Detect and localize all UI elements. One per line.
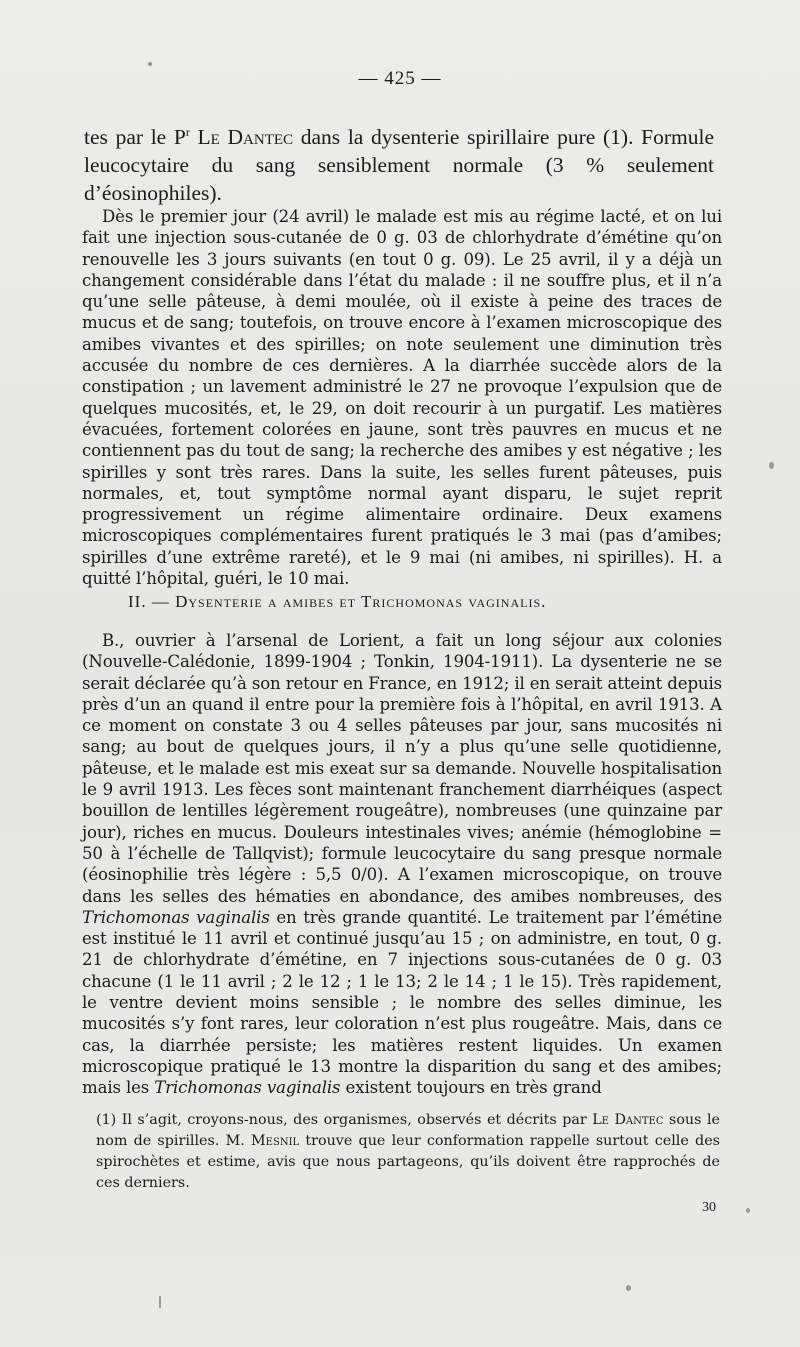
species-name-2: Trichomonas vaginalis xyxy=(154,1078,341,1098)
footnote-name-1: Le Dantec xyxy=(592,1112,664,1128)
footnote xyxy=(96,1110,720,1194)
print-speck xyxy=(148,62,152,66)
print-speck xyxy=(746,1208,750,1213)
case-text-a: B., ouvrier à l’arsenal de Lorient, a fait un long séjour aux colonies (Nouvelle-Calédonie, 1899-1904 ; Tonkin, 1904-1911). La dysenterie ne se serait déclarée qu’à son retour en France, en 1912; il en serait atteint depuis près d’un an quand il entre pour la première fois à l’hôpital, en avril 1913. A ce moment on constate 3 ou 4 selles pâteuses par jour, sans mucosités ni sang; au bout de quelques jours, il n’y a plus qu’une selle quotidienne, pâteuse, et le malade est mis exeat sur sa demande. Nouvelle hospitalisation le 9 avril 1913. Les fèces sont maintenant franchement diarrhéiques (aspect bouillon de lentilles légèrement rougeâtre), nombreuses (une quinzaine par jour), riches en mucus. Douleurs intestinales vives; anémie (hémoglobine = 50 à l’échelle de Tallqvist); formule leucocytaire du sang presque normale (éosinophilie très légère : 5,5 0/0). A l’examen microscopique, on trouve dans les selles des hématies en abondance, des amibes nombreuses, des xyxy=(82,631,722,906)
intro-superscript: r xyxy=(185,125,190,139)
author-name: Le Dantec xyxy=(197,125,294,150)
footnote-text-b: sous le nom de spirilles. M. xyxy=(96,1112,720,1149)
print-speck xyxy=(159,1296,161,1308)
print-speck xyxy=(769,462,774,469)
intro-paragraph xyxy=(84,118,714,207)
signature-mark: 30 xyxy=(702,1200,716,1215)
paragraph-treatment: Dès le premier jour (24 avril) le malade est mis au régime lacté, et on lui fait une injection sous-cutanée de 0 g. 03 de chlorhydrate d’émétine qu’on renouvelle les 3 jours suivants (en tout 0 g. 09). Le 25 avril, il y a déjà un changement considérable dans l’état du malade : il ne souffre plus, et il n’a qu’une selle pâteuse, à demi moulée, où il existe à peine des traces de mucus et de sang; toutefois, on trouve encore à l’examen microscopique des amibes vivantes et des spirilles; on note seulement une diminution très accusée du nombre de ces dernières. A la diarrhée succède alors de la constipation ; un lavement administré le 27 ne provoque l’expulsion que de quelques mucosités, et, le 29, on doit recourir à un purgatif. Les matières évacuées, fortement colorées en jaune, sont très pauvres en mucus et ne contiennent pas du tout de sang; la recherche des amibes y est négative ; les spirilles y sont très rares. Dans la suite, les selles furent pâteuses, puis normales, et, tout symptôme normal ayant disparu, le sujet reprit progressivement un régime alimentaire ordinaire. Deux examens microscopiques complémentaires furent pratiqués le 3 mai (pas d’amibes; spirilles d’une extrême rareté), et le 9 mai (ni amibes, ni spirilles). H. a quitté l’hôpital, guéri, le 10 mai. xyxy=(82,207,722,589)
footnote-text-a: (1) Il s’agit, croyons-nous, des organismes, observés et décrits par xyxy=(96,1112,593,1128)
footnote-text-c: trouve que leur conformation rappelle surtout celle des spirochètes et estime, avis que nous partageons, qu’ils doivent être rapprochés de ces derniers. xyxy=(96,1133,720,1191)
page-number: — 425 — xyxy=(358,68,442,89)
intro-text-start: tes par le P xyxy=(84,125,186,150)
case-text-b: en très grande quantité. Le traitement par l’émétine est institué le 11 avril et continué jusqu’au 15 ; on administre, en tout, 0 g. 21 de chlorhydrate d’émétine, en 7 injections sous-cutanées de 0 g. 03 chacune (1 le 11 avril ; 2 le 12 ; 1 le 13; 2 le 14 ; 1 le 15). Très rapidement, le ventre devient moins sensible ; le nombre des selles diminue, les mucosités s’y font rares, leur coloration n’est plus rougeâtre. Mais, dans ce cas, la diarrhée persiste; les matières restent liquides. Un examen microscopique pratiqué le 13 montre la disparition du sang et des amibes; mais les xyxy=(82,907,722,1098)
paragraph-case-two xyxy=(82,630,722,1099)
section-heading: II. — Dysenterie a amibes et Trichomonas vaginalis. xyxy=(128,592,547,611)
case-text-c: existent toujours en très grand xyxy=(340,1078,602,1098)
footnote-name-2: Mesnil xyxy=(251,1133,300,1149)
intro-text-end: dans la dysenterie spirillaire pure (1). Formule leucocytaire du sang sensiblement normale (3 % seulement d’éosinophiles). xyxy=(84,125,714,206)
print-speck xyxy=(626,1285,631,1291)
species-name-1: Trichomonas vaginalis xyxy=(82,907,270,927)
